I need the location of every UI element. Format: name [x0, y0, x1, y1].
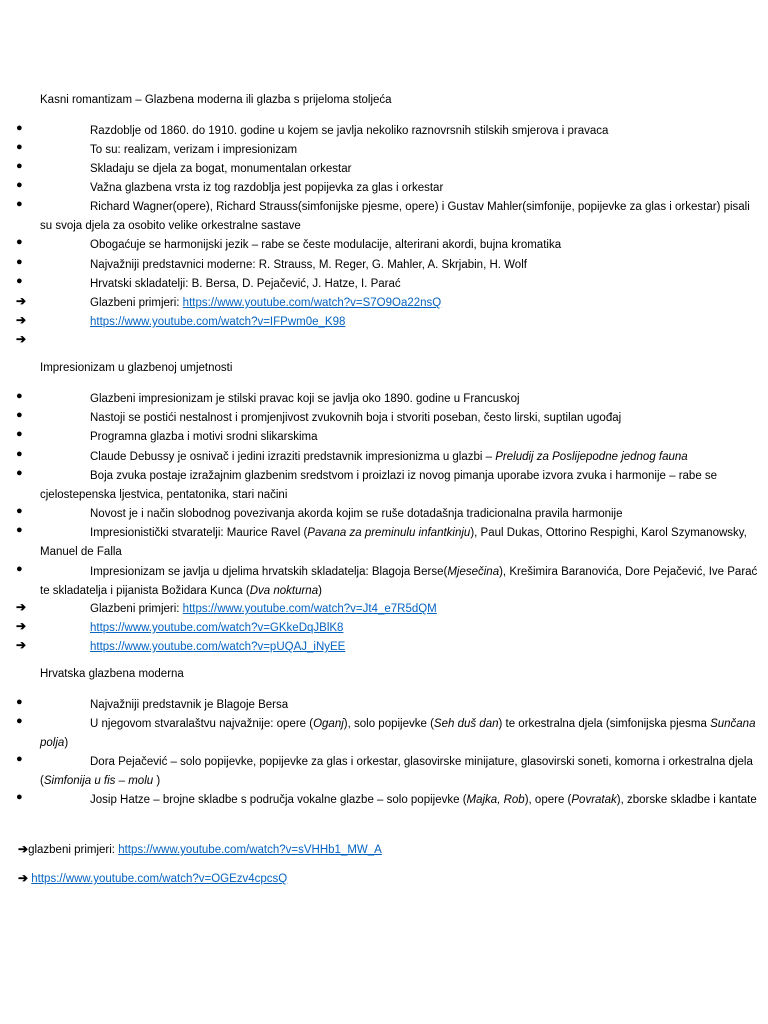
list-item: [0, 791, 760, 810]
text-run: Impresionizam se javlja u djelima hrvatskih skladatelja: Blagoja Berse(: [90, 566, 448, 578]
work-title: Mjesečina: [447, 566, 500, 578]
examples-line: [0, 294, 760, 313]
examples-label: glazbeni primjeri:: [28, 844, 119, 856]
text-run: ), solo popijevke (: [343, 718, 434, 730]
bullet-icon: ●: [16, 753, 23, 765]
youtube-link[interactable]: https://www.youtube.com/watch?v=GKkeDqJBlK8: [90, 622, 344, 634]
section-heading-kasni-romantizam: Kasni romantizam – Glazbena moderna ili glazba s prijeloma stoljeća: [40, 94, 392, 106]
work-title: Simfonija u fis – molu: [43, 775, 157, 787]
list-item-text: Novost je i način slobodnog povezivanja akorda kojim se ruše dotadašnja tradicionalna pravila harmonije: [90, 508, 623, 520]
arrow-right-icon: ➔: [16, 600, 27, 614]
bullet-icon: ●: [16, 524, 23, 536]
list-item-text: [0, 715, 760, 753]
list-item: [0, 638, 760, 657]
youtube-link[interactable]: https://www.youtube.com/watch?v=pUQAJ_iNyEE: [90, 641, 346, 653]
list-item: [0, 467, 760, 505]
list-item-text: Najvažniji predstavnik je Blagoje Bersa: [90, 699, 289, 711]
list-item: [0, 409, 760, 428]
list-item: [0, 428, 760, 447]
arrow-right-icon: ➔: [16, 332, 27, 346]
arrow-right-icon: ➔: [18, 871, 29, 885]
text-run: ), Paul Dukas, Ottorino Respighi, Karol Szymanowsky, Manuel de Falla: [40, 527, 747, 558]
text-run: Dora Pejačević – solo popijevke, popijevke za glas i orkestar, glasovirske minijature, glasovirski soneti, komorna i orkestralna djela (: [40, 756, 753, 787]
list-item-text: Boja zvuka postaje izražajnim glazbenim sredstvom i proizlazi iz novog pimanja uporabe izvora zvuka i harmonije – rabe se cjelostepenska ljestvica, pentatonika, stari načini: [40, 470, 718, 501]
work-title: Sunčana polja: [40, 718, 756, 749]
list-item-text: [0, 753, 760, 791]
text-run: Impresionistički stvaratelji: Maurice Ravel (: [90, 527, 308, 539]
list-item: [0, 160, 760, 179]
text-run: Claude Debussy je osnivač i jedini izraziti predstavnik impresionizma u glazbi –: [90, 451, 496, 463]
text-run: ): [64, 737, 69, 749]
text-run: ) te orkestralna djela (simfonijska pjesma: [498, 718, 711, 730]
list-item-text: Nastoji se postići nestalnost i promjenjivost zvukovnih boja i stvoriti poseban, često lirski, suptilan ugođaj: [90, 412, 622, 424]
list-item-text: Richard Wagner(opere), Richard Strauss(simfonijske pjesme, opere) i Gustav Mahler(simfonije, popijevke za glas i orkestar) pisali su svoja djela za osobito velike orkestralne sastave: [40, 201, 750, 232]
list-item-text: [0, 563, 760, 601]
list-item: [0, 390, 760, 409]
list-item: [0, 236, 760, 255]
text-run: ), zborske skladbe i kantate: [616, 794, 757, 806]
list-item: [0, 313, 760, 332]
youtube-link[interactable]: https://www.youtube.com/watch?v=IFPwm0e_K98: [90, 316, 346, 328]
bullet-icon: ●: [16, 256, 23, 268]
work-title: Dva nokturna: [249, 585, 319, 597]
bullet-icon: ●: [16, 428, 23, 440]
list-item: [0, 179, 760, 198]
list-item-text: Hrvatski skladatelji: B. Bersa, D. Pejačević, J. Hatze, I. Parać: [90, 278, 401, 290]
list-item-text: [0, 448, 760, 467]
bullet-icon: ●: [16, 179, 23, 191]
text-run: ): [156, 775, 161, 787]
examples-line: [0, 313, 760, 332]
arrow-right-icon: ➔: [16, 619, 27, 633]
list-item-text: [0, 524, 760, 562]
list-item: [0, 696, 760, 715]
work-title: Pavana za preminulu infantkinju: [307, 527, 471, 539]
text-run: U njegovom stvaralaštvu najvažnije: opere (: [90, 718, 314, 730]
list-item: [0, 198, 760, 236]
list-item: [0, 122, 760, 141]
list-item: [0, 753, 760, 791]
examples-line: [18, 840, 382, 860]
list-item-text: Glazbeni impresionizam je stilski pravac koji se javlja oko 1890. godine u Francuskoj: [90, 393, 520, 405]
bullet-icon: ●: [16, 715, 23, 727]
section-heading-hrvatska-moderna: Hrvatska glazbena moderna: [40, 668, 184, 680]
list-item: [0, 563, 760, 601]
bullet-icon: ●: [16, 696, 23, 708]
bullet-icon: ●: [16, 141, 23, 153]
list-item: [0, 141, 760, 160]
examples-line: [0, 619, 760, 638]
list-item-text: Skladaju se djela za bogat, monumentalan orkestar: [90, 163, 352, 175]
list-item: [0, 600, 760, 619]
examples-label: Glazbeni primjeri:: [90, 297, 183, 309]
list-item-text: Programna glazba i motivi srodni slikarskima: [90, 431, 318, 443]
text-run: ): [318, 585, 322, 597]
work-title: Seh duš dan: [433, 718, 499, 730]
list-item-text: Obogaćuje se harmonijski jezik – rabe se česte modulacije, alterirani akordi, bujna kromatika: [90, 239, 562, 251]
bullet-icon: ●: [16, 236, 23, 248]
list-item-text: Razdoblje od 1860. do 1910. godine u kojem se javlja nekoliko raznovrsnih stilskih smjerova i pravaca: [90, 125, 609, 137]
arrow-right-icon: ➔: [16, 638, 27, 652]
youtube-link[interactable]: https://www.youtube.com/watch?v=Jt4_e7R5dQM: [182, 603, 437, 615]
text-run: ), Krešimira Baranovića, Dore Pejačević, Ive Parać te skladatelja i pijanista Božidara Kunca (: [40, 566, 758, 597]
bullet-icon: ●: [16, 198, 23, 210]
examples-label: Glazbeni primjeri:: [90, 603, 183, 615]
list-item: [0, 294, 760, 313]
bullet-icon: ●: [16, 275, 23, 287]
bullet-icon: ●: [16, 448, 23, 460]
list-item: [0, 619, 760, 638]
list-item: [0, 505, 760, 524]
bullet-icon: ●: [16, 505, 23, 517]
arrow-right-icon: ➔: [18, 842, 29, 856]
list-item: [0, 275, 760, 294]
work-title: Preludij za Poslijepodne jednog fauna: [495, 451, 688, 463]
bullet-icon: ●: [16, 122, 23, 134]
arrow-right-icon: ➔: [16, 294, 27, 308]
text-run: ), opere (: [524, 794, 572, 806]
list-item: [0, 715, 760, 753]
work-title: Majka, Rob: [466, 794, 525, 806]
work-title: Povratak: [571, 794, 617, 806]
examples-line: [18, 869, 287, 889]
youtube-link[interactable]: https://www.youtube.com/watch?v=sVHHb1_MW_A: [118, 844, 382, 856]
section-heading-impresionizam: Impresionizam u glazbenoj umjetnosti: [40, 362, 233, 374]
list-item-text: Najvažniji predstavnici moderne: R. Strauss, M. Reger, G. Mahler, A. Skrjabin, H. Wolf: [90, 259, 527, 271]
bullet-icon: ●: [16, 467, 23, 479]
bullet-icon: ●: [16, 160, 23, 172]
bullet-icon: ●: [16, 791, 23, 803]
bullet-icon: ●: [16, 563, 23, 575]
list-item-text: [0, 791, 760, 810]
bullet-icon: ●: [16, 409, 23, 421]
examples-line: [0, 600, 760, 619]
examples-line: [0, 638, 760, 657]
list-item-text: To su: realizam, verizam i impresionizam: [90, 144, 298, 156]
list-item: [0, 448, 760, 467]
youtube-link[interactable]: https://www.youtube.com/watch?v=S7O9Oa22nsQ: [182, 297, 442, 309]
list-item: [0, 524, 760, 562]
youtube-link[interactable]: https://www.youtube.com/watch?v=OGEzv4cpcsQ: [31, 873, 288, 885]
list-item: [0, 256, 760, 275]
text-run: Josip Hatze – brojne skladbe s područja vokalne glazbe – solo popijevke (: [90, 794, 467, 806]
list-item-text: Važna glazbena vrsta iz tog razdoblja jest popijevka za glas i orkestar: [90, 182, 444, 194]
arrow-right-icon: ➔: [16, 313, 27, 327]
bullet-icon: ●: [16, 390, 23, 402]
work-title: Oganj: [313, 718, 344, 730]
